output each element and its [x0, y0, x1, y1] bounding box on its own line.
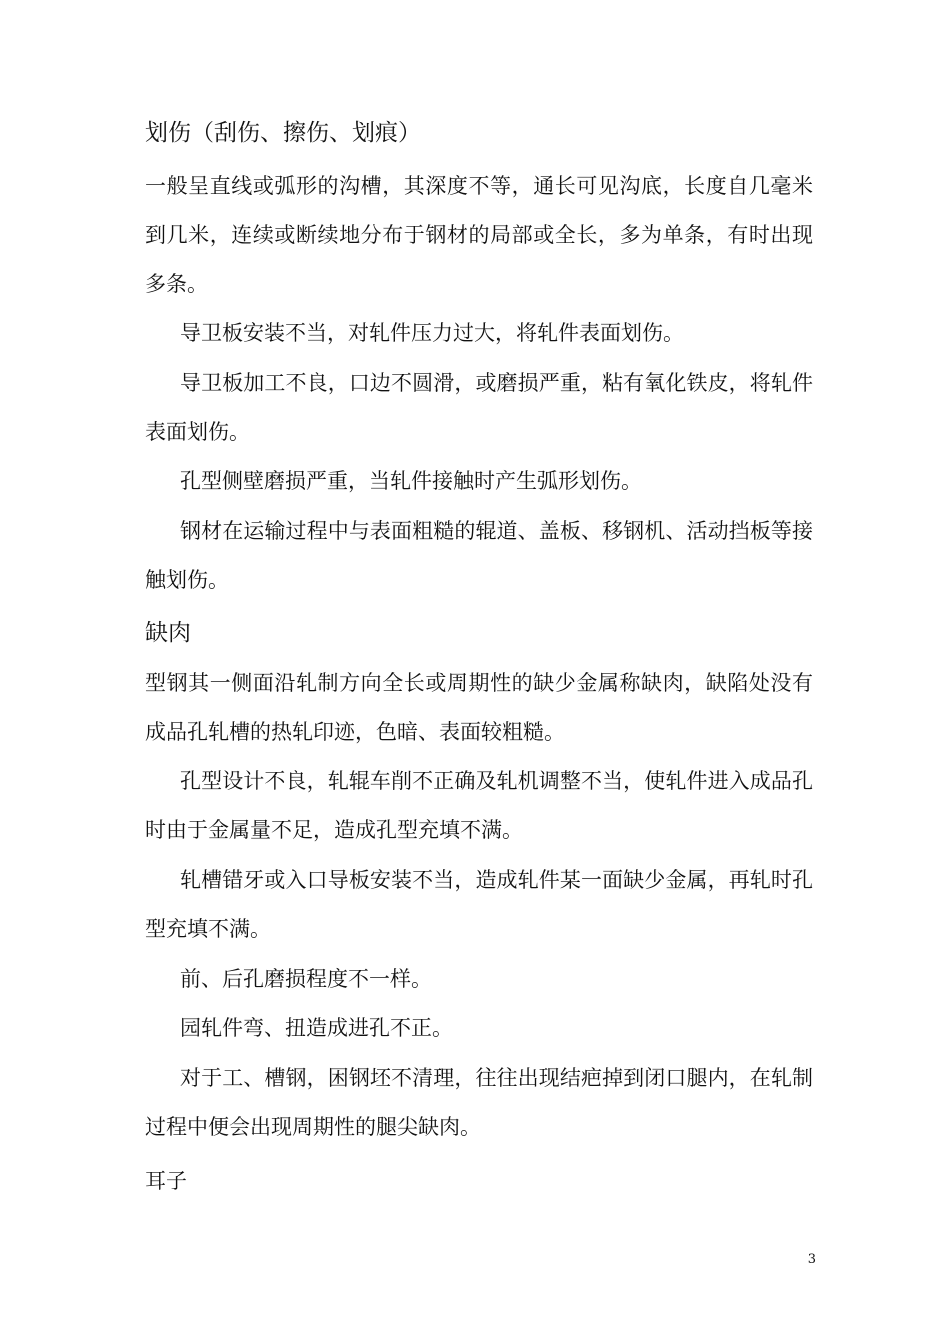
underfill-cause-1: 孔型设计不良，轧辊车削不正确及轧机调整不当，使轧件进入成品孔时由于金属量不足，造成孔型充填不满。 — [145, 769, 813, 842]
underfill-definition: 型钢其一侧面沿轧制方向全长或周期性的缺少金属称缺肉，缺陷处没有成品孔轧槽的热轧印迹，色暗、表面较粗糙。 — [145, 671, 813, 744]
underfill-cause-5: 对于工、槽钢，困钢坯不清理，往往出现结疤掉到闭口腿内，在轧制过程中便会出现周期性的腿尖缺肉。 — [145, 1066, 813, 1139]
underfill-cause-3: 前、后孔磨损程度不一样。 — [180, 967, 432, 991]
scratch-cause-1: 导卫板安装不当，对轧件压力过大，将轧件表面划伤。 — [180, 321, 684, 345]
section-heading-scratch: 划伤（刮伤、擦伤、划痕） — [145, 120, 421, 146]
scratch-cause-2: 导卫板加工不良，口边不圆滑，或磨损严重，粘有氧化铁皮，将轧件表面划伤。 — [145, 371, 813, 444]
scratch-cause-4: 钢材在运输过程中与表面粗糙的辊道、盖板、移钢机、活动挡板等接触划伤。 — [145, 519, 813, 592]
page-number: 3 — [807, 1252, 816, 1267]
scratch-cause-3: 孔型侧壁磨损严重，当轧件接触时产生弧形划伤。 — [180, 469, 642, 493]
underfill-cause-2: 轧槽错牙或入口导板安装不当，造成轧件某一面缺少金属，再轧时孔型充填不满。 — [145, 868, 813, 941]
section-heading-ear: 耳子 — [145, 1169, 187, 1193]
section-heading-underfill: 缺肉 — [145, 620, 191, 646]
scratch-definition: 一般呈直线或弧形的沟槽，其深度不等，通长可见沟底，长度自几毫米到几米，连续或断续地分布于钢材的局部或全长，多为单条，有时出现多条。 — [145, 174, 813, 296]
underfill-cause-4: 园轧件弯、扭造成进孔不正。 — [180, 1016, 453, 1040]
